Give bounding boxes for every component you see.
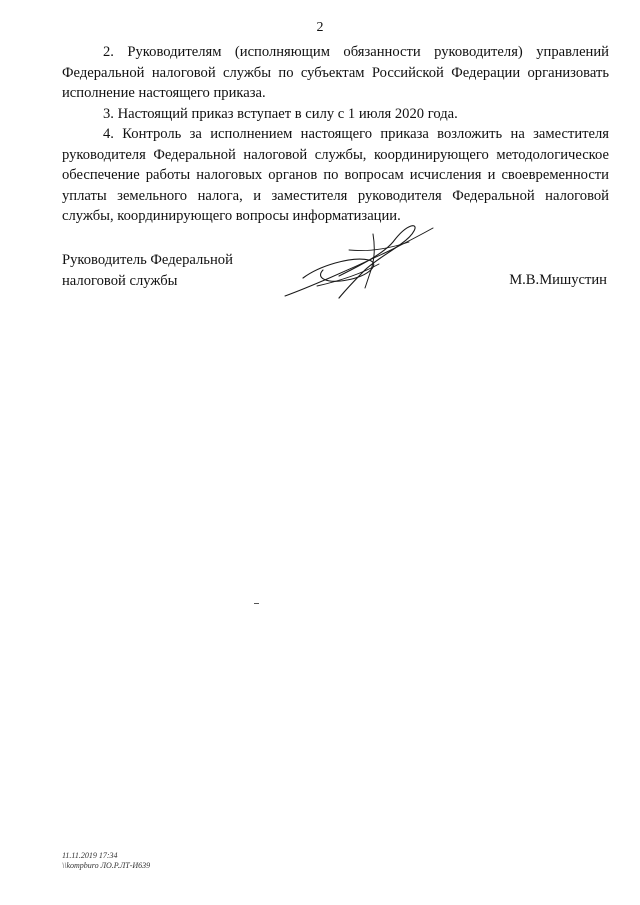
- paragraph-2: 2. Руководителям (исполняющим обязанности руководителя) управлений Федеральной налоговой службы по субъектам Российской Федерации организовать исполнение настоящего приказа.: [62, 44, 609, 101]
- signer-title: [62, 250, 233, 291]
- paragraph-4: 4. Контроль за исполнением настоящего приказа возложить на заместителя руководителя Федеральной налоговой службы, координирующего методологическое обеспечение работы налоговых органов по вопросам исчисления и своевременности уплаты земельного налога, и заместителя руководителя Федеральной налоговой службы, координирующего вопросы информатизации.: [62, 126, 609, 224]
- paragraph-3: 3. Настоящий приказ вступает в силу с 1 июля 2020 года.: [103, 105, 458, 122]
- page-number: 2: [316, 20, 324, 35]
- footer-file-path: \\kompburo ЛО.Р.ЛТ-И639: [62, 860, 151, 870]
- scan-speck: [254, 603, 259, 604]
- signer-name: М.В.Мишустин: [509, 272, 607, 288]
- signer-title-line: Руководитель Федеральной: [62, 252, 233, 268]
- footer-timestamp: 11.11.2019 17:34: [62, 851, 118, 860]
- signer-title-line: налоговой службы: [62, 272, 178, 289]
- document-footer: [62, 851, 150, 870]
- document-body: [62, 42, 609, 227]
- handwritten-signature: [279, 216, 439, 302]
